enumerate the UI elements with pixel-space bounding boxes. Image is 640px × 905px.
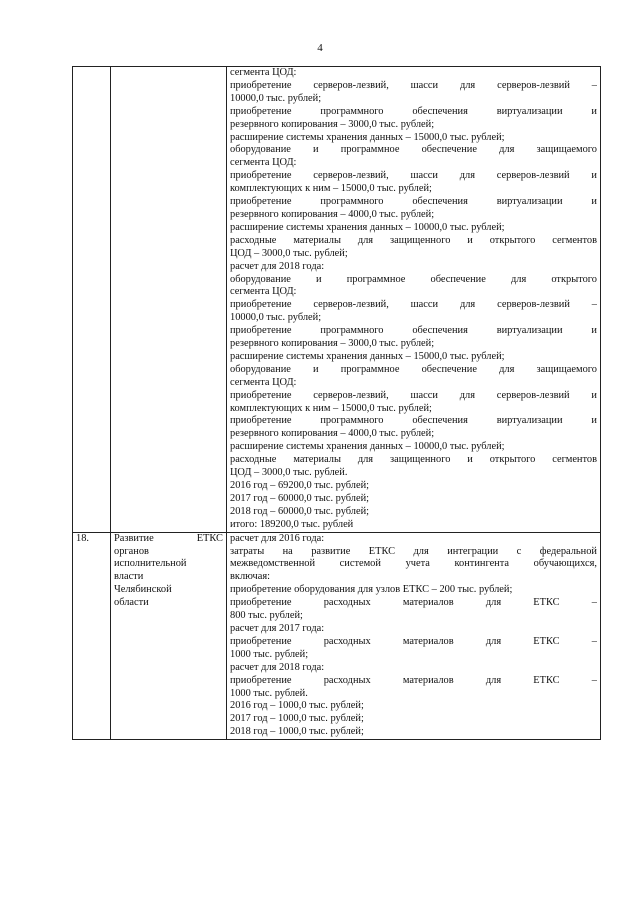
calculation-line: 2016 год – 69200,0 тыс. рублей; <box>230 480 370 491</box>
calculation-cell <box>227 67 601 533</box>
activity-name-cell <box>111 67 227 533</box>
activity-name-line: власти <box>114 571 144 583</box>
page-number: 4 <box>317 42 323 54</box>
calculation-line: межведомственной системой учета контингента обучающихся, <box>230 558 597 570</box>
calculation-line: оборудование и программное обеспечение для защищаемого <box>230 144 597 156</box>
calculation-line: 1000 тыс. рублей; <box>230 648 309 660</box>
calculation-line: сегмента ЦОД: <box>230 376 297 388</box>
calculation-line: расчет для 2017 года: <box>230 622 325 634</box>
activity-name-line: области <box>114 597 149 609</box>
activity-name-line: Развитие ЕТКС <box>114 532 223 544</box>
calculation-line: затраты на развитие ЕТКС для интеграции с федеральной <box>230 545 597 557</box>
activity-name-line: исполнительной <box>114 558 187 570</box>
calculation-line: 10000,0 тыс. рублей; <box>230 312 322 324</box>
activity-name-cell <box>111 532 227 740</box>
calculation-line: расширение системы хранения данных – 10000,0 тыс. рублей; <box>230 221 505 233</box>
calculation-line: расходные материалы для защищенного и открытого сегментов <box>230 454 597 466</box>
calculation-line: 2016 год – 1000,0 тыс. рублей; <box>230 700 364 712</box>
calculation-line: приобретение программного обеспечения виртуализации и <box>230 325 597 337</box>
calculation-line: комплектующих к ним – 15000,0 тыс. рублей; <box>230 183 432 195</box>
calculation-line: расширение системы хранения данных – 15000,0 тыс. рублей; <box>230 350 505 362</box>
calculation-line: 800 тыс. рублей; <box>230 610 303 622</box>
calculation-line: сегмента ЦОД: <box>230 286 297 298</box>
calculation-line: приобретение серверов-лезвий, шасси для серверов-лезвий и <box>230 389 597 401</box>
calculation-line: резервного копирования – 4000,0 тыс. рублей; <box>230 428 435 440</box>
calculation-line: резервного копирования – 3000,0 тыс. рублей; <box>230 338 435 350</box>
calculation-line: комплектующих к ним – 15000,0 тыс. рублей; <box>230 402 432 414</box>
calculation-line: расчет для 2016 года: <box>230 532 325 544</box>
table-body <box>73 67 601 740</box>
row-number-cell <box>73 67 111 533</box>
calculation-cell <box>227 532 601 740</box>
calculation-line: ЦОД – 3000,0 тыс. рублей. <box>230 467 348 479</box>
calculation-line: включая: <box>230 571 271 583</box>
calculation-line: расчет для 2018 года: <box>230 661 325 673</box>
activity-name-line: Челябинской <box>114 584 172 596</box>
calculation-line: приобретение программного обеспечения виртуализации и <box>230 105 597 117</box>
calculation-line: приобретение серверов-лезвий, шасси для серверов-лезвий – <box>230 79 597 91</box>
calculation-line: ЦОД – 3000,0 тыс. рублей; <box>230 247 348 259</box>
row-number-cell: 18. <box>73 532 111 740</box>
calculation-line: оборудование и программное обеспечение для защищаемого <box>230 363 597 375</box>
calculation-line: сегмента ЦОД: <box>230 157 297 169</box>
table-row <box>73 67 601 533</box>
calculation-line: приобретение расходных материалов для ЕТКС – <box>230 635 597 647</box>
calculation-line: сегмента ЦОД: <box>230 67 297 78</box>
calculation-line: итого: 189200,0 тыс. рублей <box>230 518 354 530</box>
calculation-line: 2018 год – 1000,0 тыс. рублей; <box>230 726 364 738</box>
calculation-line: 10000,0 тыс. рублей; <box>230 92 322 104</box>
calculation-line: 2017 год – 1000,0 тыс. рублей; <box>230 713 364 725</box>
document-table <box>72 66 601 740</box>
calculation-line: приобретение серверов-лезвий, шасси для серверов-лезвий – <box>230 299 597 311</box>
calculation-line: приобретение программного обеспечения виртуализации и <box>230 415 597 427</box>
calculation-line: резервного копирования – 3000,0 тыс. рублей; <box>230 118 435 130</box>
calculation-line: расходные материалы для защищенного и открытого сегментов <box>230 234 597 246</box>
calculation-line: 2018 год – 60000,0 тыс. рублей; <box>230 505 370 517</box>
calculation-line: приобретение оборудования для узлов ЕТКС – 200 тыс. рублей; <box>230 584 513 596</box>
calculation-line: расширение системы хранения данных – 15000,0 тыс. рублей; <box>230 131 505 143</box>
document-table-container <box>72 66 601 740</box>
calculation-line: расширение системы хранения данных – 10000,0 тыс. рублей; <box>230 441 505 453</box>
calculation-line: 2017 год – 60000,0 тыс. рублей; <box>230 492 370 504</box>
calculation-line: приобретение программного обеспечения виртуализации и <box>230 196 597 208</box>
calculation-line: расчет для 2018 года: <box>230 260 325 272</box>
calculation-line: приобретение расходных материалов для ЕТКС – <box>230 597 597 609</box>
calculation-line: приобретение расходных материалов для ЕТКС – <box>230 674 597 686</box>
calculation-line: оборудование и программное обеспечение для открытого <box>230 273 597 285</box>
table-row <box>73 532 601 740</box>
activity-name-line: органов <box>114 545 149 557</box>
calculation-line: 1000 тыс. рублей. <box>230 687 308 699</box>
calculation-line: резервного копирования – 4000,0 тыс. рублей; <box>230 208 435 220</box>
calculation-line: приобретение серверов-лезвий, шасси для серверов-лезвий и <box>230 170 597 182</box>
